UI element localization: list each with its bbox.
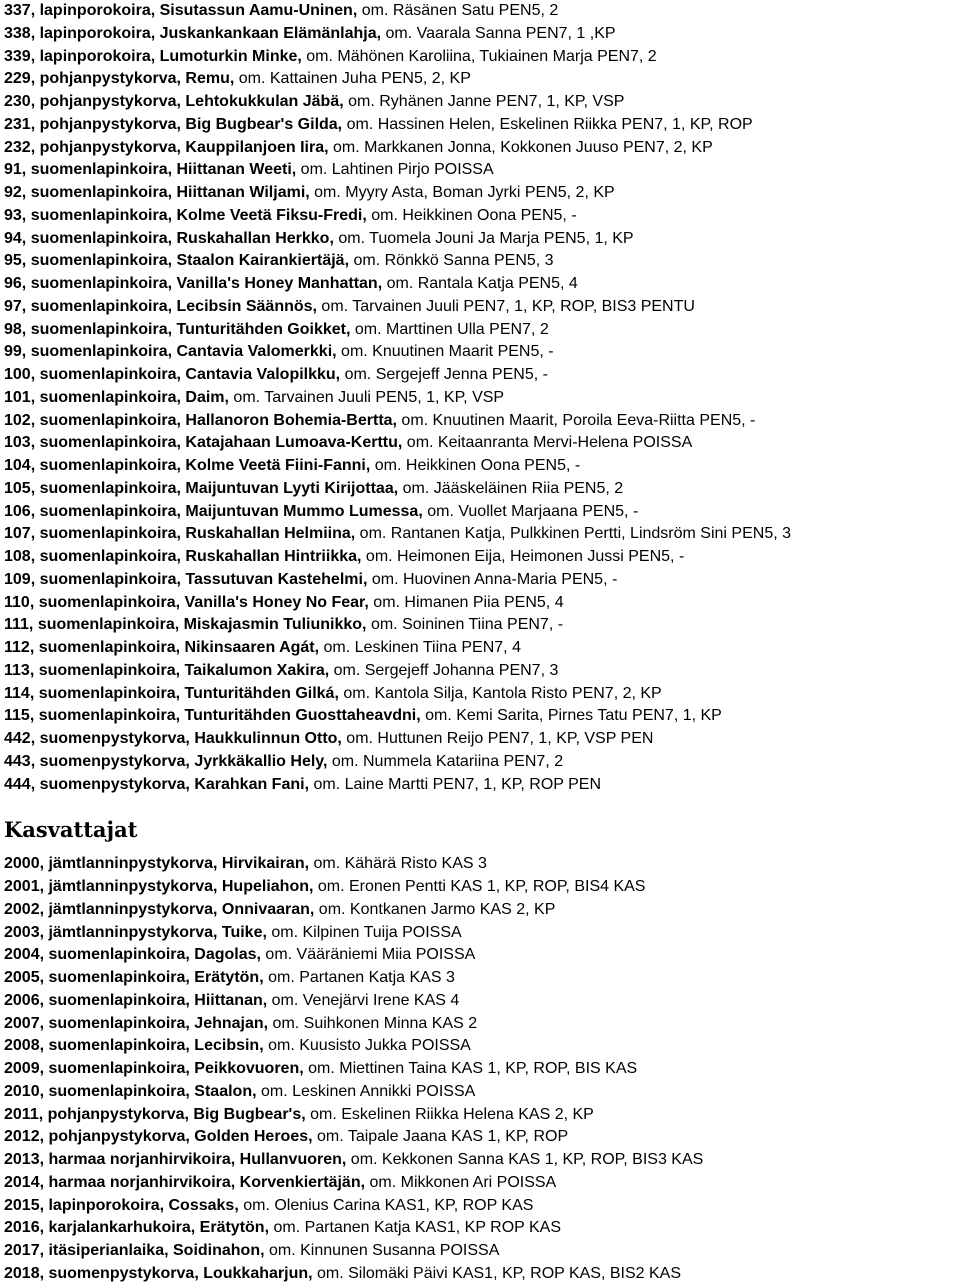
entry-owner-result: om. Kähärä Risto KAS 3 bbox=[309, 855, 487, 873]
result-entry bbox=[4, 319, 960, 342]
result-entry bbox=[4, 137, 960, 160]
entry-dog-name: 106, suomenlapinkoira, Maijuntuvan Mummo Lumessa, bbox=[4, 502, 423, 520]
entry-dog-name: 99, suomenlapinkoira, Cantavia Valomerkki, bbox=[4, 343, 337, 361]
entry-dog-name: 232, pohjanpystykorva, Kauppilanjoen Iira, bbox=[4, 138, 329, 156]
result-entry bbox=[4, 23, 960, 46]
entry-owner-result: om. Tarvainen Juuli PEN7, 1, KP, ROP, BIS3 PENTU bbox=[316, 297, 695, 315]
results-document bbox=[4, 0, 960, 1286]
result-entry bbox=[4, 1263, 960, 1286]
entry-owner-result: om. Hassinen Helen, Eskelinen Riikka PEN7, 1, KP, ROP bbox=[342, 115, 753, 133]
result-entry bbox=[4, 1149, 960, 1172]
entry-dog-name: 112, suomenlapinkoira, Nikinsaaren Agát, bbox=[4, 639, 320, 656]
entry-owner-result: om. Lahtinen Pirjo POISSA bbox=[296, 161, 494, 179]
result-entry bbox=[4, 1104, 960, 1127]
result-entry bbox=[4, 364, 960, 387]
entry-owner-result: om. Marttinen Ulla PEN7, 2 bbox=[350, 320, 549, 338]
entry-owner-result: om. Vuollet Marjaana PEN5, - bbox=[422, 502, 639, 520]
result-entry bbox=[4, 410, 960, 433]
breeder-results-list bbox=[4, 853, 960, 1285]
entry-owner-result: om. Knuutinen Maarit, Poroila Eeva-Riitta PEN5, - bbox=[396, 411, 756, 429]
entry-dog-name: 444, suomenpystykorva, Karahkan Fani, bbox=[4, 775, 310, 793]
entry-dog-name: 2004, suomenlapinkoira, Dagolas, bbox=[4, 946, 261, 964]
entry-dog-name: 2005, suomenlapinkoira, Erätytön, bbox=[4, 969, 264, 986]
result-entry bbox=[4, 455, 960, 478]
entry-owner-result: om. Eronen Pentti KAS 1, KP, ROP, BIS4 KAS bbox=[313, 878, 646, 895]
result-entry bbox=[4, 967, 960, 990]
entry-dog-name: 113, suomenlapinkoira, Taikalumon Xakira, bbox=[4, 661, 330, 679]
result-entry bbox=[4, 228, 960, 251]
result-entry bbox=[4, 990, 960, 1013]
result-entry bbox=[4, 91, 960, 114]
entry-dog-name: 2014, harmaa norjanhirvikoira, Korvenkiertäjän, bbox=[4, 1173, 366, 1191]
entry-dog-name: 229, pohjanpystykorva, Remu, bbox=[4, 70, 235, 88]
entry-dog-name: 109, suomenlapinkoira, Tassutuvan Kastehelmi, bbox=[4, 570, 368, 588]
entry-dog-name: 2018, suomenpystykorva, Loukkaharjun, bbox=[4, 1264, 313, 1282]
entry-dog-name: 2013, harmaa norjanhirvikoira, Hullanvuoren, bbox=[4, 1151, 347, 1168]
entry-owner-result: om. Räsänen Satu PEN5, 2 bbox=[357, 2, 559, 19]
entry-owner-result: om. Tarvainen Juuli PEN5, 1, KP, VSP bbox=[228, 388, 505, 406]
entry-owner-result: om. Partanen Katja KAS 3 bbox=[263, 969, 455, 986]
result-entry bbox=[4, 273, 960, 296]
entry-dog-name: 93, suomenlapinkoira, Kolme Veetä Fiksu-Fredi, bbox=[4, 206, 367, 224]
entry-dog-name: 115, suomenlapinkoira, Tunturitähden Guosttaheavdni, bbox=[4, 707, 421, 725]
result-entry bbox=[4, 683, 960, 706]
entry-dog-name: 339, lapinporokoira, Lumoturkin Minke, bbox=[4, 47, 302, 65]
entry-owner-result: om. Taipale Jaana KAS 1, KP, ROP bbox=[312, 1128, 569, 1146]
result-entry bbox=[4, 1126, 960, 1149]
result-entry bbox=[4, 751, 960, 774]
entry-dog-name: 96, suomenlapinkoira, Vanilla's Honey Manhattan, bbox=[4, 275, 383, 292]
entry-dog-name: 108, suomenlapinkoira, Ruskahallan Hintriikka, bbox=[4, 548, 362, 565]
entry-dog-name: 2008, suomenlapinkoira, Lecibsin, bbox=[4, 1037, 264, 1055]
result-entry bbox=[4, 159, 960, 182]
entry-dog-name: 2003, jämtlanninpystykorva, Tuike, bbox=[4, 923, 267, 941]
entry-owner-result: om. Mikkonen Ari POISSA bbox=[365, 1173, 557, 1191]
entry-dog-name: 103, suomenlapinkoira, Katajahaan Lumoava-Kerttu, bbox=[4, 434, 403, 452]
result-entry bbox=[4, 478, 960, 501]
entry-owner-result: om. Sergejeff Johanna PEN7, 3 bbox=[329, 661, 559, 679]
entry-dog-name: 443, suomenpystykorva, Jyrkkäkallio Hely, bbox=[4, 752, 328, 770]
entry-owner-result: om. Miettinen Taina KAS 1, KP, ROP, BIS KAS bbox=[303, 1060, 638, 1077]
result-entry bbox=[4, 0, 960, 23]
entry-owner-result: om. Suihkonen Minna KAS 2 bbox=[268, 1014, 478, 1032]
entry-owner-result: om. Mähönen Karoliina, Tukiainen Marja PEN7, 2 bbox=[301, 47, 657, 65]
result-entry bbox=[4, 660, 960, 683]
entry-owner-result: om. Kuusisto Jukka POISSA bbox=[263, 1037, 471, 1055]
entry-owner-result: om. Kinnunen Susanna POISSA bbox=[264, 1242, 500, 1259]
entry-dog-name: 92, suomenlapinkoira, Hiittanan Wiljami, bbox=[4, 184, 310, 201]
result-entry bbox=[4, 1217, 960, 1240]
result-entry bbox=[4, 501, 960, 524]
result-entry bbox=[4, 46, 960, 69]
entry-dog-name: 337, lapinporokoira, Sisutassun Aamu-Uninen, bbox=[4, 2, 358, 19]
entry-owner-result: om. Rönkkö Sanna PEN5, 3 bbox=[349, 252, 554, 270]
result-entry bbox=[4, 546, 960, 569]
result-entry bbox=[4, 296, 960, 319]
entry-dog-name: 2015, lapinporokoira, Cossaks, bbox=[4, 1196, 239, 1214]
entry-owner-result: om. Vaarala Sanna PEN7, 1 ,KP bbox=[381, 24, 616, 42]
entry-owner-result: om. Myyry Asta, Boman Jyrki PEN5, 2, KP bbox=[309, 184, 615, 201]
entry-dog-name: 2002, jämtlanninpystykorva, Onnivaaran, bbox=[4, 900, 315, 918]
result-entry bbox=[4, 944, 960, 967]
entry-owner-result: om. Heikkinen Oona PEN5, - bbox=[370, 457, 581, 474]
entry-owner-result: om. Sergejeff Jenna PEN5, - bbox=[340, 366, 548, 383]
entry-dog-name: 98, suomenlapinkoira, Tunturitähden Goikket, bbox=[4, 320, 351, 338]
result-entry bbox=[4, 899, 960, 922]
entry-dog-name: 105, suomenlapinkoira, Maijuntuvan Lyyti Kirijottaa, bbox=[4, 479, 399, 497]
result-entry bbox=[4, 728, 960, 751]
entry-dog-name: 95, suomenlapinkoira, Staalon Kairankiertäjä, bbox=[4, 252, 350, 270]
entry-dog-name: 101, suomenlapinkoira, Daim, bbox=[4, 388, 229, 406]
entry-owner-result: om. Vääräniemi Miia POISSA bbox=[260, 946, 476, 964]
entry-owner-result: om. Huovinen Anna-Maria PEN5, - bbox=[367, 570, 618, 588]
result-entry bbox=[4, 523, 960, 546]
entry-dog-name: 104, suomenlapinkoira, Kolme Veetä Fiini-Fanni, bbox=[4, 457, 371, 474]
entry-owner-result: om. Keitaanranta Mervi-Helena POISSA bbox=[402, 434, 693, 452]
entry-owner-result: om. Kilpinen Tuija POISSA bbox=[266, 923, 462, 941]
result-entry bbox=[4, 592, 960, 615]
result-entry bbox=[4, 774, 960, 797]
result-entry bbox=[4, 1035, 960, 1058]
entry-owner-result: om. Tuomela Jouni Ja Marja PEN5, 1, KP bbox=[333, 229, 634, 247]
entry-dog-name: 107, suomenlapinkoira, Ruskahallan Helmiina, bbox=[4, 525, 356, 543]
entry-owner-result: om. Markkanen Jonna, Kokkonen Juuso PEN7, 2, KP bbox=[328, 138, 713, 156]
entry-owner-result: om. Kekkonen Sanna KAS 1, KP, ROP, BIS3 KAS bbox=[346, 1151, 704, 1168]
result-entry bbox=[4, 432, 960, 455]
entry-owner-result: om. Soininen Tiina PEN7, - bbox=[366, 616, 564, 634]
entry-owner-result: om. Himanen Piia PEN5, 4 bbox=[368, 593, 564, 611]
entry-owner-result: om. Rantala Katja PEN5, 4 bbox=[382, 275, 578, 292]
entry-owner-result: om. Olenius Carina KAS1, KP, ROP KAS bbox=[238, 1196, 534, 1214]
entry-dog-name: 230, pohjanpystykorva, Lehtokukkulan Jäbä, bbox=[4, 93, 344, 110]
result-entry bbox=[4, 1172, 960, 1195]
entry-dog-name: 231, pohjanpystykorva, Big Bugbear's Gilda, bbox=[4, 115, 343, 133]
entry-dog-name: 97, suomenlapinkoira, Lecibsin Säännös, bbox=[4, 297, 317, 315]
result-entry bbox=[4, 1195, 960, 1218]
result-entry bbox=[4, 569, 960, 592]
entry-owner-result: om. Partanen Katja KAS1, KP ROP KAS bbox=[269, 1219, 562, 1237]
result-entry bbox=[4, 1240, 960, 1263]
result-entry bbox=[4, 387, 960, 410]
entry-dog-name: 2011, pohjanpystykorva, Big Bugbear's, bbox=[4, 1105, 306, 1123]
result-entry bbox=[4, 250, 960, 273]
entry-dog-name: 94, suomenlapinkoira, Ruskahallan Herkko, bbox=[4, 229, 334, 247]
result-entry bbox=[4, 114, 960, 137]
entry-dog-name: 2006, suomenlapinkoira, Hiittanan, bbox=[4, 991, 268, 1009]
entry-owner-result: om. Leskinen Tiina PEN7, 4 bbox=[319, 639, 521, 656]
entry-dog-name: 2001, jämtlanninpystykorva, Hupeliahon, bbox=[4, 878, 314, 895]
entry-dog-name: 100, suomenlapinkoira, Cantavia Valopilkku, bbox=[4, 366, 341, 383]
entry-owner-result: om. Leskinen Annikki POISSA bbox=[256, 1082, 476, 1100]
result-entry bbox=[4, 614, 960, 637]
result-entry bbox=[4, 1081, 960, 1104]
entry-owner-result: om. Kemi Sarita, Pirnes Tatu PEN7, 1, KP bbox=[420, 707, 722, 725]
entry-dog-name: 2016, karjalankarhukoira, Erätytön, bbox=[4, 1219, 270, 1237]
entry-owner-result: om. Heikkinen Oona PEN5, - bbox=[366, 206, 577, 224]
result-entry bbox=[4, 853, 960, 876]
entry-dog-name: 91, suomenlapinkoira, Hiittanan Weeti, bbox=[4, 161, 297, 179]
entry-dog-name: 442, suomenpystykorva, Haukkulinnun Otto, bbox=[4, 730, 342, 747]
result-entry bbox=[4, 1058, 960, 1081]
entry-dog-name: 111, suomenlapinkoira, Miskajasmin Tuliunikko, bbox=[4, 616, 367, 634]
entry-owner-result: om. Rantanen Katja, Pulkkinen Pertti, Lindsröm Sini PEN5, 3 bbox=[355, 525, 792, 543]
result-entry bbox=[4, 876, 960, 899]
entry-owner-result: om. Silomäki Päivi KAS1, KP, ROP KAS, BIS2 KAS bbox=[312, 1264, 682, 1282]
section-heading-breeders: Kasvattajat bbox=[4, 817, 138, 843]
entry-owner-result: om. Laine Martti PEN7, 1, KP, ROP PEN bbox=[309, 775, 601, 793]
entry-dog-name: 2009, suomenlapinkoira, Peikkovuoren, bbox=[4, 1060, 304, 1077]
result-entry bbox=[4, 205, 960, 228]
result-entry bbox=[4, 1013, 960, 1036]
entry-dog-name: 102, suomenlapinkoira, Hallanoron Bohemia-Bertta, bbox=[4, 411, 397, 429]
entry-dog-name: 114, suomenlapinkoira, Tunturitähden Gilká, bbox=[4, 684, 339, 702]
result-entry bbox=[4, 68, 960, 91]
entry-dog-name: 2017, itäsiperianlaika, Soidinahon, bbox=[4, 1242, 265, 1259]
entry-owner-result: om. Jääskeläinen Riia PEN5, 2 bbox=[398, 479, 624, 497]
entry-dog-name: 2012, pohjanpystykorva, Golden Heroes, bbox=[4, 1128, 313, 1146]
entry-owner-result: om. Ryhänen Janne PEN7, 1, KP, VSP bbox=[343, 93, 625, 110]
result-entry bbox=[4, 637, 960, 660]
result-entry bbox=[4, 705, 960, 728]
entry-dog-name: 110, suomenlapinkoira, Vanilla's Honey No Fear, bbox=[4, 593, 369, 611]
entry-owner-result: om. Kantola Silja, Kantola Risto PEN7, 2, KP bbox=[338, 684, 662, 702]
entry-owner-result: om. Kontkanen Jarmo KAS 2, KP bbox=[314, 900, 556, 918]
result-entry bbox=[4, 341, 960, 364]
entry-owner-result: om. Knuutinen Maarit PEN5, - bbox=[336, 343, 554, 361]
entry-owner-result: om. Heimonen Eija, Heimonen Jussi PEN5, - bbox=[361, 548, 685, 565]
entry-dog-name: 2010, suomenlapinkoira, Staalon, bbox=[4, 1082, 257, 1100]
result-entry bbox=[4, 182, 960, 205]
entry-owner-result: om. Huttunen Reijo PEN7, 1, KP, VSP PEN bbox=[341, 730, 654, 747]
entry-dog-name: 2007, suomenlapinkoira, Jehnajan, bbox=[4, 1014, 269, 1032]
entry-dog-name: 2000, jämtlanninpystykorva, Hirvikairan, bbox=[4, 855, 310, 873]
result-entry bbox=[4, 922, 960, 945]
entry-owner-result: om. Kattainen Juha PEN5, 2, KP bbox=[234, 70, 471, 88]
entry-dog-name: 338, lapinporokoira, Juskankankaan Elämänlahja, bbox=[4, 24, 382, 42]
entry-owner-result: om. Venejärvi Irene KAS 4 bbox=[267, 991, 460, 1009]
show-results-list bbox=[4, 0, 960, 796]
entry-owner-result: om. Nummela Katariina PEN7, 2 bbox=[327, 752, 564, 770]
entry-owner-result: om. Eskelinen Riikka Helena KAS 2, KP bbox=[305, 1105, 594, 1123]
